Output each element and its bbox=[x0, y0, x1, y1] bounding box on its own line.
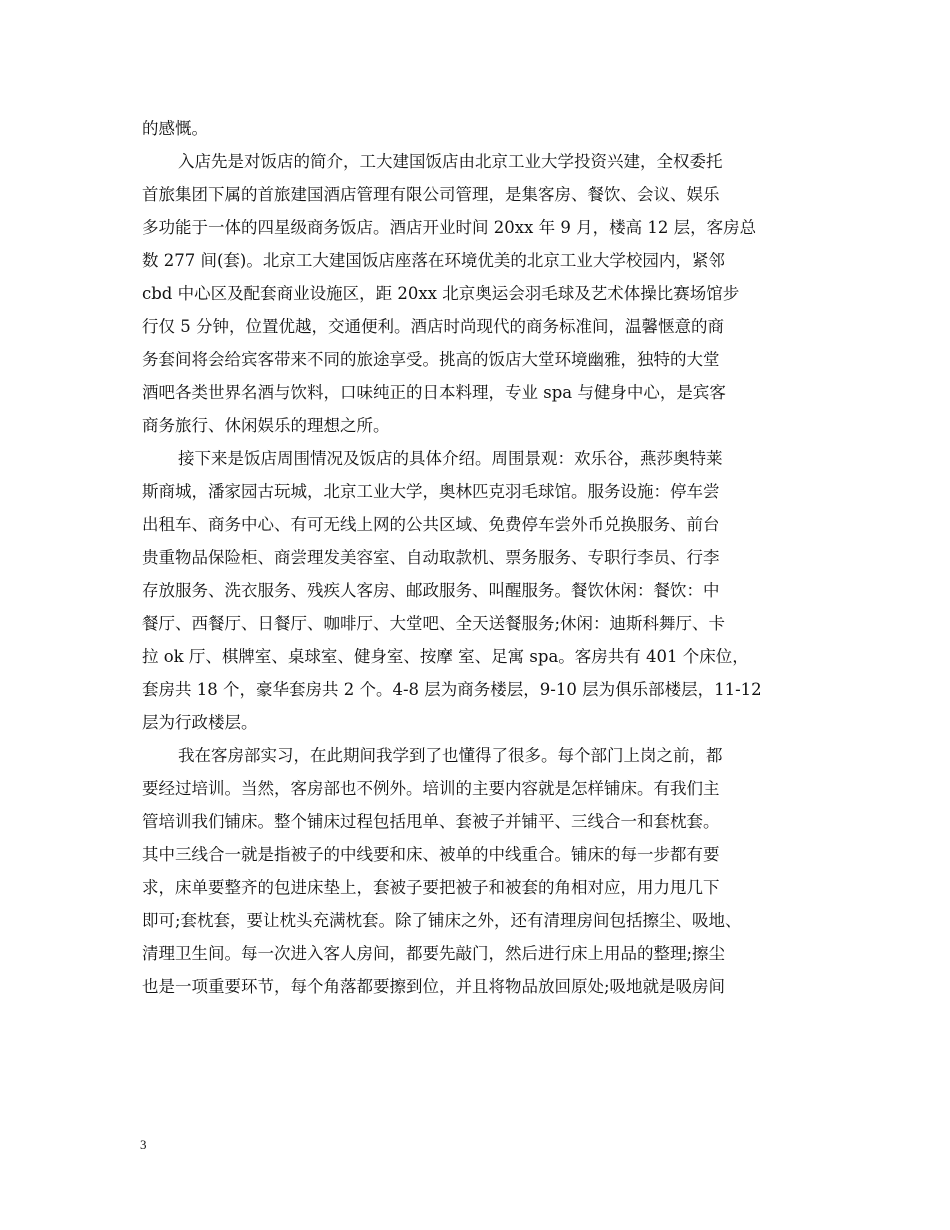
text-line: 的感慨。 bbox=[142, 119, 208, 138]
text-line: 求，床单要整齐的包进床垫上，套被子要把被子和被套的角相对应，用力甩几下 bbox=[142, 878, 720, 897]
text-line: 餐厅、西餐厅、日餐厅、咖啡厅、大堂吧、全天送餐服务;休闲：迪斯科舞厅、卡 bbox=[142, 614, 726, 633]
text-line: 管培训我们铺床。整个铺床过程包括甩单、套被子并铺平、三线合一和套枕套。 bbox=[142, 812, 720, 831]
body-text bbox=[142, 112, 812, 1003]
text-line: 多功能于一体的四星级商务饭店。酒店开业时间 20xx 年 9 月，楼高 12 层，客房总 bbox=[142, 218, 757, 237]
page-number: 3 bbox=[140, 1137, 147, 1152]
text-line: 拉 ok 厅、棋牌室、桌球室、健身室、按摩 室、足寓 spa。客房共有 401 个床位， bbox=[142, 647, 749, 666]
text-line: 商务旅行、休闲娱乐的理想之所。 bbox=[142, 416, 390, 435]
text-line: 酒吧各类世界名酒与饮料，口味纯正的日本料理，专业 spa 与健身中心，是宾客 bbox=[142, 383, 726, 402]
text-line: 贵重物品保险柜、商尝理发美容室、自动取款机、票务服务、专职行李员、行李 bbox=[142, 548, 720, 567]
text-line: 即可;套枕套，要让枕头充满枕套。除了铺床之外，还有清理房间包括擦尘、吸地、 bbox=[142, 911, 742, 930]
text-line: 斯商城，潘家园古玩城，北京工业大学，奥林匹克羽毛球馆。服务设施：停车尝 bbox=[142, 482, 720, 501]
text-line: 要经过培训。当然，客房部也不例外。培训的主要内容就是怎样铺床。有我们主 bbox=[142, 779, 720, 798]
text-line: 也是一项重要环节，每个角落都要擦到位，并且将物品放回原处;吸地就是吸房间 bbox=[142, 977, 726, 996]
paragraph-first-line: 接下来是饭店周围情况及饭店的具体介绍。周围景观：欢乐谷，燕莎奥特莱 bbox=[178, 449, 723, 468]
text-line: 行仅 5 分钟，位置优越，交通便利。酒店时尚现代的商务标准间，温馨惬意的商 bbox=[142, 317, 724, 336]
text-line: 其中三线合一就是指被子的中线要和床、被单的中线重合。铺床的每一步都有要 bbox=[142, 845, 720, 864]
text-line: 清理卫生间。每一次进入客人房间，都要先敲门，然后进行床上用品的整理;擦尘 bbox=[142, 944, 726, 963]
paragraph-first-line: 我在客房部实习，在此期间我学到了也懂得了很多。每个部门上岗之前，都 bbox=[178, 746, 723, 765]
text-line: cbd 中心区及配套商业设施区，距 20xx 北京奥运会羽毛球及艺术体操比赛场馆步 bbox=[142, 284, 740, 303]
paragraph-first-line: 入店先是对饭店的简介，工大建国饭店由北京工业大学投资兴建，全权委托 bbox=[178, 152, 723, 171]
text-line: 出租车、商务中心、有可无线上网的公共区域、免费停车尝外币兑换服务、前台 bbox=[142, 515, 720, 534]
text-line: 数 277 间(套)。北京工大建国饭店座落在环境优美的北京工业大学校园内，紧邻 bbox=[142, 251, 725, 270]
text-line: 层为行政楼层。 bbox=[142, 713, 258, 732]
text-line: 套房共 18 个，豪华套房共 2 个。4-8 层为商务楼层，9-10 层为俱乐部楼层，11-12 bbox=[142, 680, 762, 699]
text-line: 务套间将会给宾客带来不同的旅途享受。挑高的饭店大堂环境幽雅，独特的大堂 bbox=[142, 350, 720, 369]
text-line: 存放服务、洗衣服务、残疾人客房、邮政服务、叫醒服务。餐饮休闲：餐饮：中 bbox=[142, 581, 720, 600]
text-line: 首旅集团下属的首旅建国酒店管理有限公司管理，是集客房、餐饮、会议、娱乐 bbox=[142, 185, 720, 204]
